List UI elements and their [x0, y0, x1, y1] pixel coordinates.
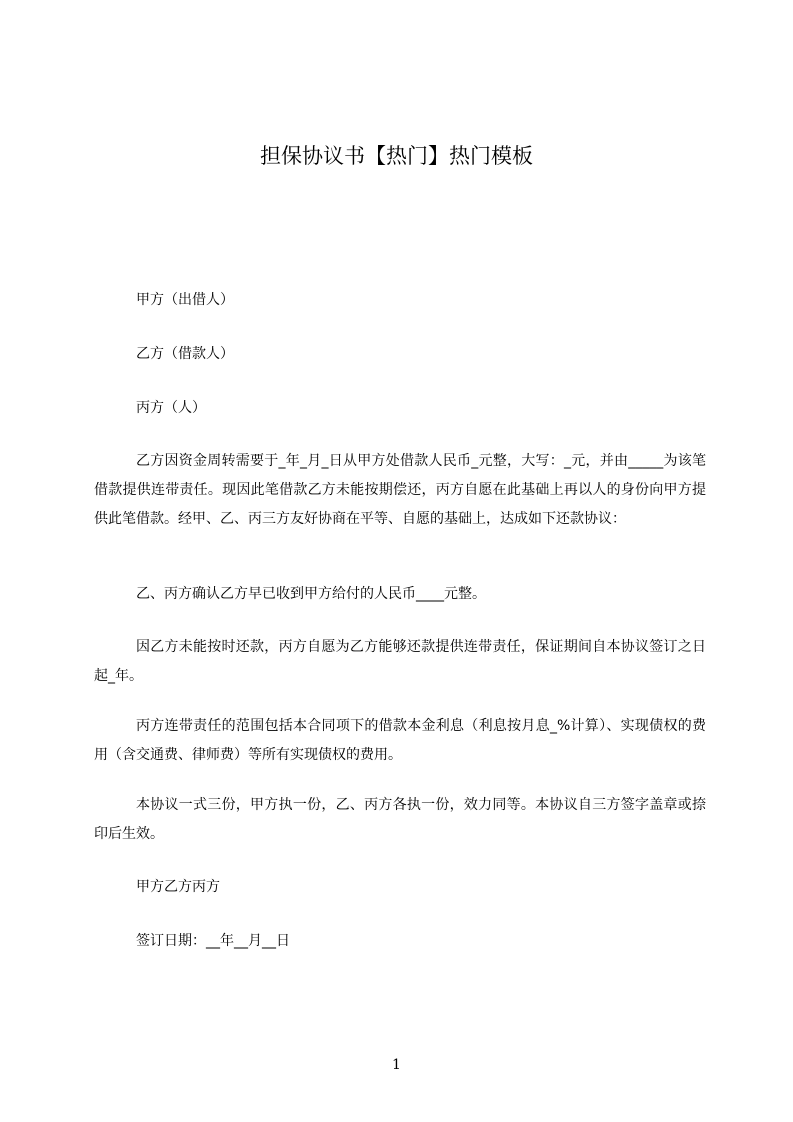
party-a-line: 甲方（出借人） — [136, 292, 234, 308]
paragraph-guarantee-scope: 丙方连带责任的范围包括本合同项下的借款本金利息（利息按月息_%计算）、实现债权的费用（含交通费、律师费）等所有实现债权的费用。 — [94, 718, 706, 763]
paragraph-effectiveness: 本协议一式三份，甲方执一份，乙、丙方各执一份，效力同等。本协议自三方签字盖章或捺印后生效。 — [94, 797, 706, 842]
document-title: 担保协议书【热门】热门模板 — [260, 144, 533, 168]
paragraph-guarantee-period: 因乙方未能按时还款，丙方自愿为乙方能够还款提供连带责任，保证期间自本协议签订之日起_年。 — [94, 639, 706, 684]
paragraph-loan-background: 乙方因资金周转需要于_年_月_日从甲方处借款人民币_元整，大写：_元，并由_____为该笔借款提供连带责任。现因此笔借款乙方未能按期偿还，丙方自愿在此基础上再以人的身份向甲方提供此笔借款。经甲、乙、丙三方友好协商在平等、自愿的基础上，达成如下还款协议： — [94, 453, 706, 527]
party-c-line: 丙方（人） — [136, 400, 206, 416]
signature-parties: 甲方乙方丙方 — [136, 879, 220, 895]
signing-date: 签订日期：__年__月__日 — [136, 933, 290, 949]
party-b-line: 乙方（借款人） — [136, 346, 234, 362]
paragraph-confirm-receipt: 乙、丙方确认乙方早已收到甲方给付的人民币____元整。 — [136, 586, 486, 602]
page-number: 1 — [392, 1057, 401, 1073]
